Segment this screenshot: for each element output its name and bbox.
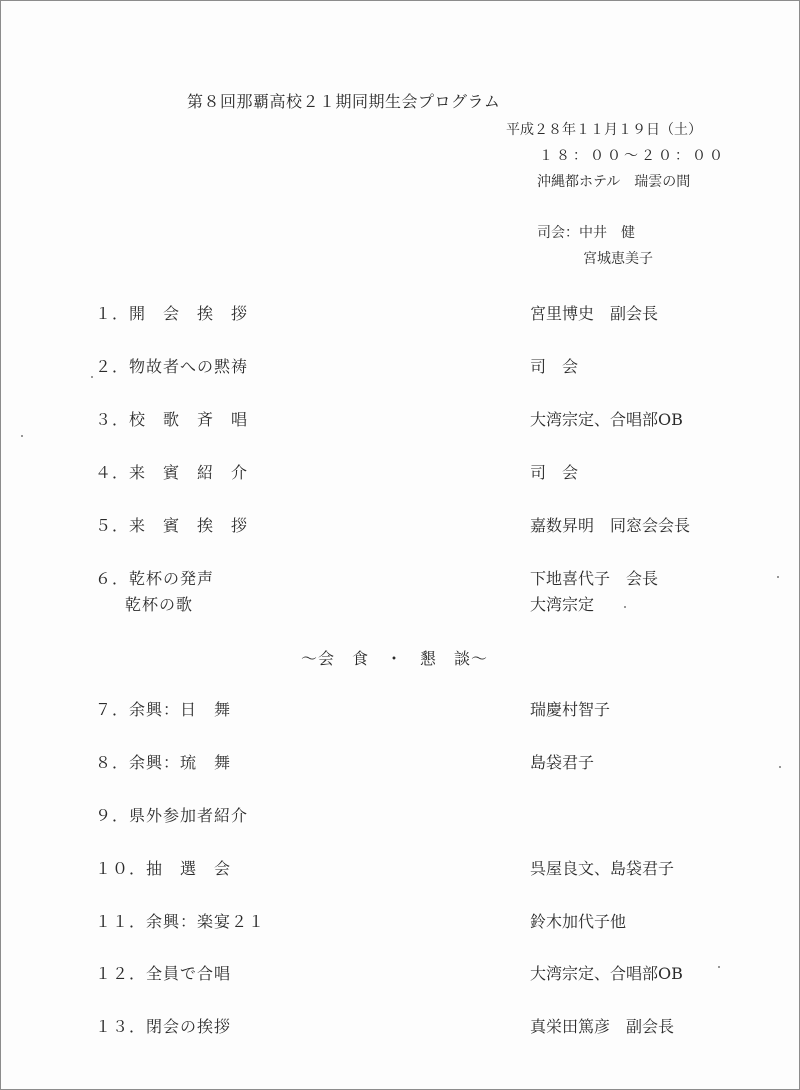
program-title: 第８回那覇高校２１期同期生会プログラム [187, 92, 501, 111]
program-item-person: 宮里博史 副会長 [530, 304, 659, 323]
program-item-person: 真栄田篤彦 副会長 [530, 1017, 675, 1036]
program-item-label: １１．余興：楽宴２１ [95, 912, 266, 931]
event-date: 平成２８年１１月１９日（土） [506, 122, 702, 138]
program-item-label: １３．閉会の挨拶 [95, 1017, 232, 1036]
mc-line-2: 宮城恵美子 [583, 251, 653, 267]
mc-line-1: 司会：中井 健 [537, 225, 635, 241]
program-item-label: ７．余興：日 舞 [95, 700, 232, 719]
program-item-label: ２．物故者への黙祷 [95, 357, 249, 376]
program-item-person: 大湾宗定、合唱部OB [530, 410, 683, 429]
event-time: １８：００〜２０：００ [539, 148, 726, 164]
program-item-person: 下地喜代子 会長 [530, 569, 659, 588]
program-item-person: 島袋君子 [530, 753, 595, 772]
program-item-label: ８．余興：琉 舞 [95, 753, 232, 772]
scan-speck [777, 576, 779, 578]
scan-speck [21, 435, 23, 437]
program-item-label: ４．来 賓 紹 介 [95, 463, 249, 482]
scan-speck [624, 606, 626, 608]
program-item-person: 司 会 [530, 463, 579, 482]
program-item-label: １２．全員で合唱 [95, 964, 232, 983]
program-item-person: 鈴木加代子他 [530, 912, 627, 931]
program-item-label: ３．校 歌 斉 唱 [95, 410, 249, 429]
scan-speck [91, 376, 93, 378]
program-item-person: 瑞慶村智子 [530, 700, 611, 719]
program-item-label: ９．県外参加者紹介 [95, 806, 249, 825]
event-venue: 沖縄都ホテル 瑞雲の間 [537, 174, 691, 190]
program-item-label: １．開 会 挨 拶 [95, 304, 249, 323]
program-item-person: 嘉数昇明 同窓会会長 [530, 516, 691, 535]
program-item-label: ６．乾杯の発声 [95, 569, 215, 588]
scan-speck [718, 966, 720, 968]
interlude-heading: 〜会 食 ・ 懇 談〜 [301, 649, 489, 668]
program-item-sub-label: 乾杯の歌 [125, 595, 194, 614]
program-item-person: 大湾宗定、合唱部OB [530, 964, 683, 983]
program-item-label: ５．来 賓 挨 拶 [95, 516, 249, 535]
scan-speck [779, 766, 781, 768]
program-item-person: 司 会 [530, 357, 579, 376]
program-item-sub-person: 大湾宗定 [530, 595, 595, 614]
program-item-person: 呉屋良文、島袋君子 [530, 859, 675, 878]
program-item-label: １０．抽 選 会 [95, 859, 232, 878]
